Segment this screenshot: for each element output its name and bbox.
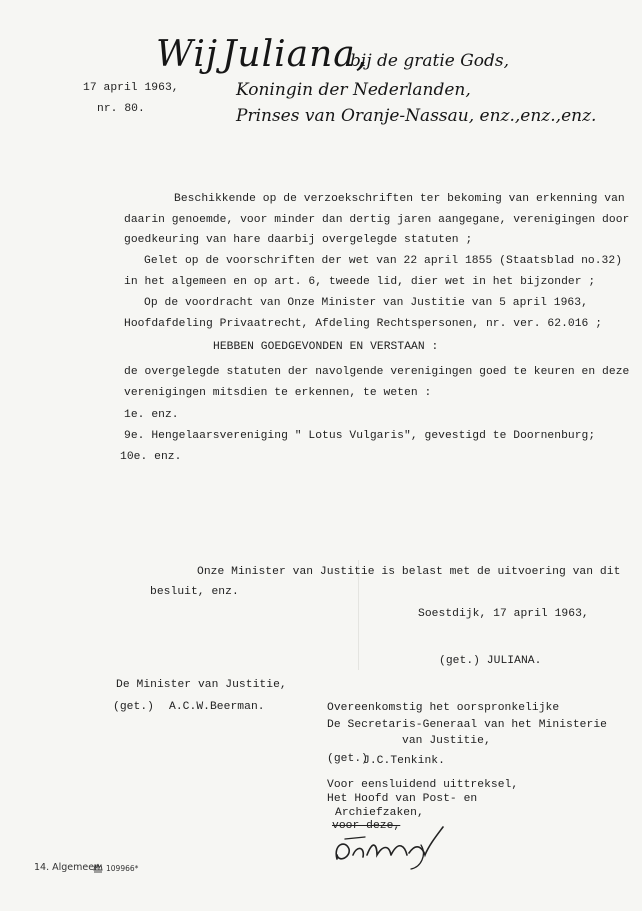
- decision-heading: HEBBEN GOEDGEVONDEN EN VERSTAAN :: [213, 341, 439, 353]
- extract-line-3: Archiefzaken,: [335, 807, 424, 819]
- minister-get: (get.): [113, 701, 154, 713]
- minister-title: De Minister van Justitie,: [116, 679, 287, 691]
- header-juliana: Juliana,: [222, 34, 369, 75]
- paragraph-2-line-2: in het algemeen en op art. 6, tweede lid, dier wet in het bijzonder ;: [124, 276, 596, 288]
- list-item-1: 1e. enz.: [124, 409, 179, 421]
- header-prinses: Prinses van Oranje-Nassau, enz.,enz.,enz.: [236, 106, 597, 126]
- footer-number: 109966*: [106, 864, 139, 873]
- handwritten-signature: [325, 815, 465, 875]
- minister-name: A.C.W.Beerman.: [169, 701, 265, 713]
- paragraph-3-line-2: Hoofdafdeling Privaatrecht, Afdeling Rechtspersonen, nr. ver. 62.016 ;: [124, 318, 603, 330]
- conformity-name: J.C.Tenkink.: [363, 755, 445, 767]
- paragraph-1-line-3: goedkeuring van hare daarbij overgelegde statuten ;: [124, 234, 473, 246]
- paragraph-2-line-1: Gelet op de voorschriften der wet van 22 april 1855 (Staatsblad no.32): [144, 255, 623, 267]
- extract-line-2: Het Hoofd van Post- en: [327, 793, 478, 805]
- conformity-line-2: De Secretaris-Generaal van het Ministerie: [327, 719, 607, 731]
- header-wij: Wij: [156, 34, 219, 75]
- signed-juliana: (get.) JULIANA.: [439, 655, 542, 667]
- paragraph-1-line-2: daarin genoemde, voor minder dan dertig jaren aangegane, verenigingen door: [124, 214, 630, 226]
- extract-line-1: Voor eensluidend uittreksel,: [327, 779, 519, 791]
- paragraph-4-line-1: de overgelegde statuten der navolgende verenigingen goed te keuren en deze: [124, 366, 630, 378]
- extract-line-4: voor deze,: [332, 820, 401, 832]
- paragraph-1-line-1: Beschikkende op de verzoekschriften ter bekoming van erkenning van: [174, 193, 625, 205]
- paragraph-4-line-2: verenigingen mitsdien te erkennen, te weten :: [124, 387, 432, 399]
- paragraph-3-line-1: Op de voordracht van Onze Minister van Justitie van 5 april 1963,: [144, 297, 588, 309]
- crown-icon: [93, 862, 103, 873]
- header-number: nr. 80.: [97, 103, 145, 115]
- conformity-line-3: van Justitie,: [402, 735, 491, 747]
- footer-code: 14. Algemeen: [34, 862, 101, 873]
- conformity-get: (get.): [327, 753, 368, 765]
- conformity-line-1: Overeenkomstig het oorspronkelijke: [327, 702, 560, 714]
- list-item-10: 10e. enz.: [120, 451, 182, 463]
- list-item-9: 9e. Hengelaarsvereniging " Lotus Vulgaris", gevestigd te Doornenburg;: [124, 430, 596, 442]
- header-koningin: Koningin der Nederlanden,: [236, 80, 471, 100]
- paragraph-5-line-2: besluit, enz.: [150, 586, 239, 598]
- paragraph-5-line-1: Onze Minister van Justitie is belast met de uitvoering van dit: [197, 566, 621, 578]
- header-gratie: bij de gratie Gods,: [350, 51, 510, 71]
- place-date: Soestdijk, 17 april 1963,: [418, 608, 589, 620]
- header-date: 17 april 1963,: [83, 82, 179, 94]
